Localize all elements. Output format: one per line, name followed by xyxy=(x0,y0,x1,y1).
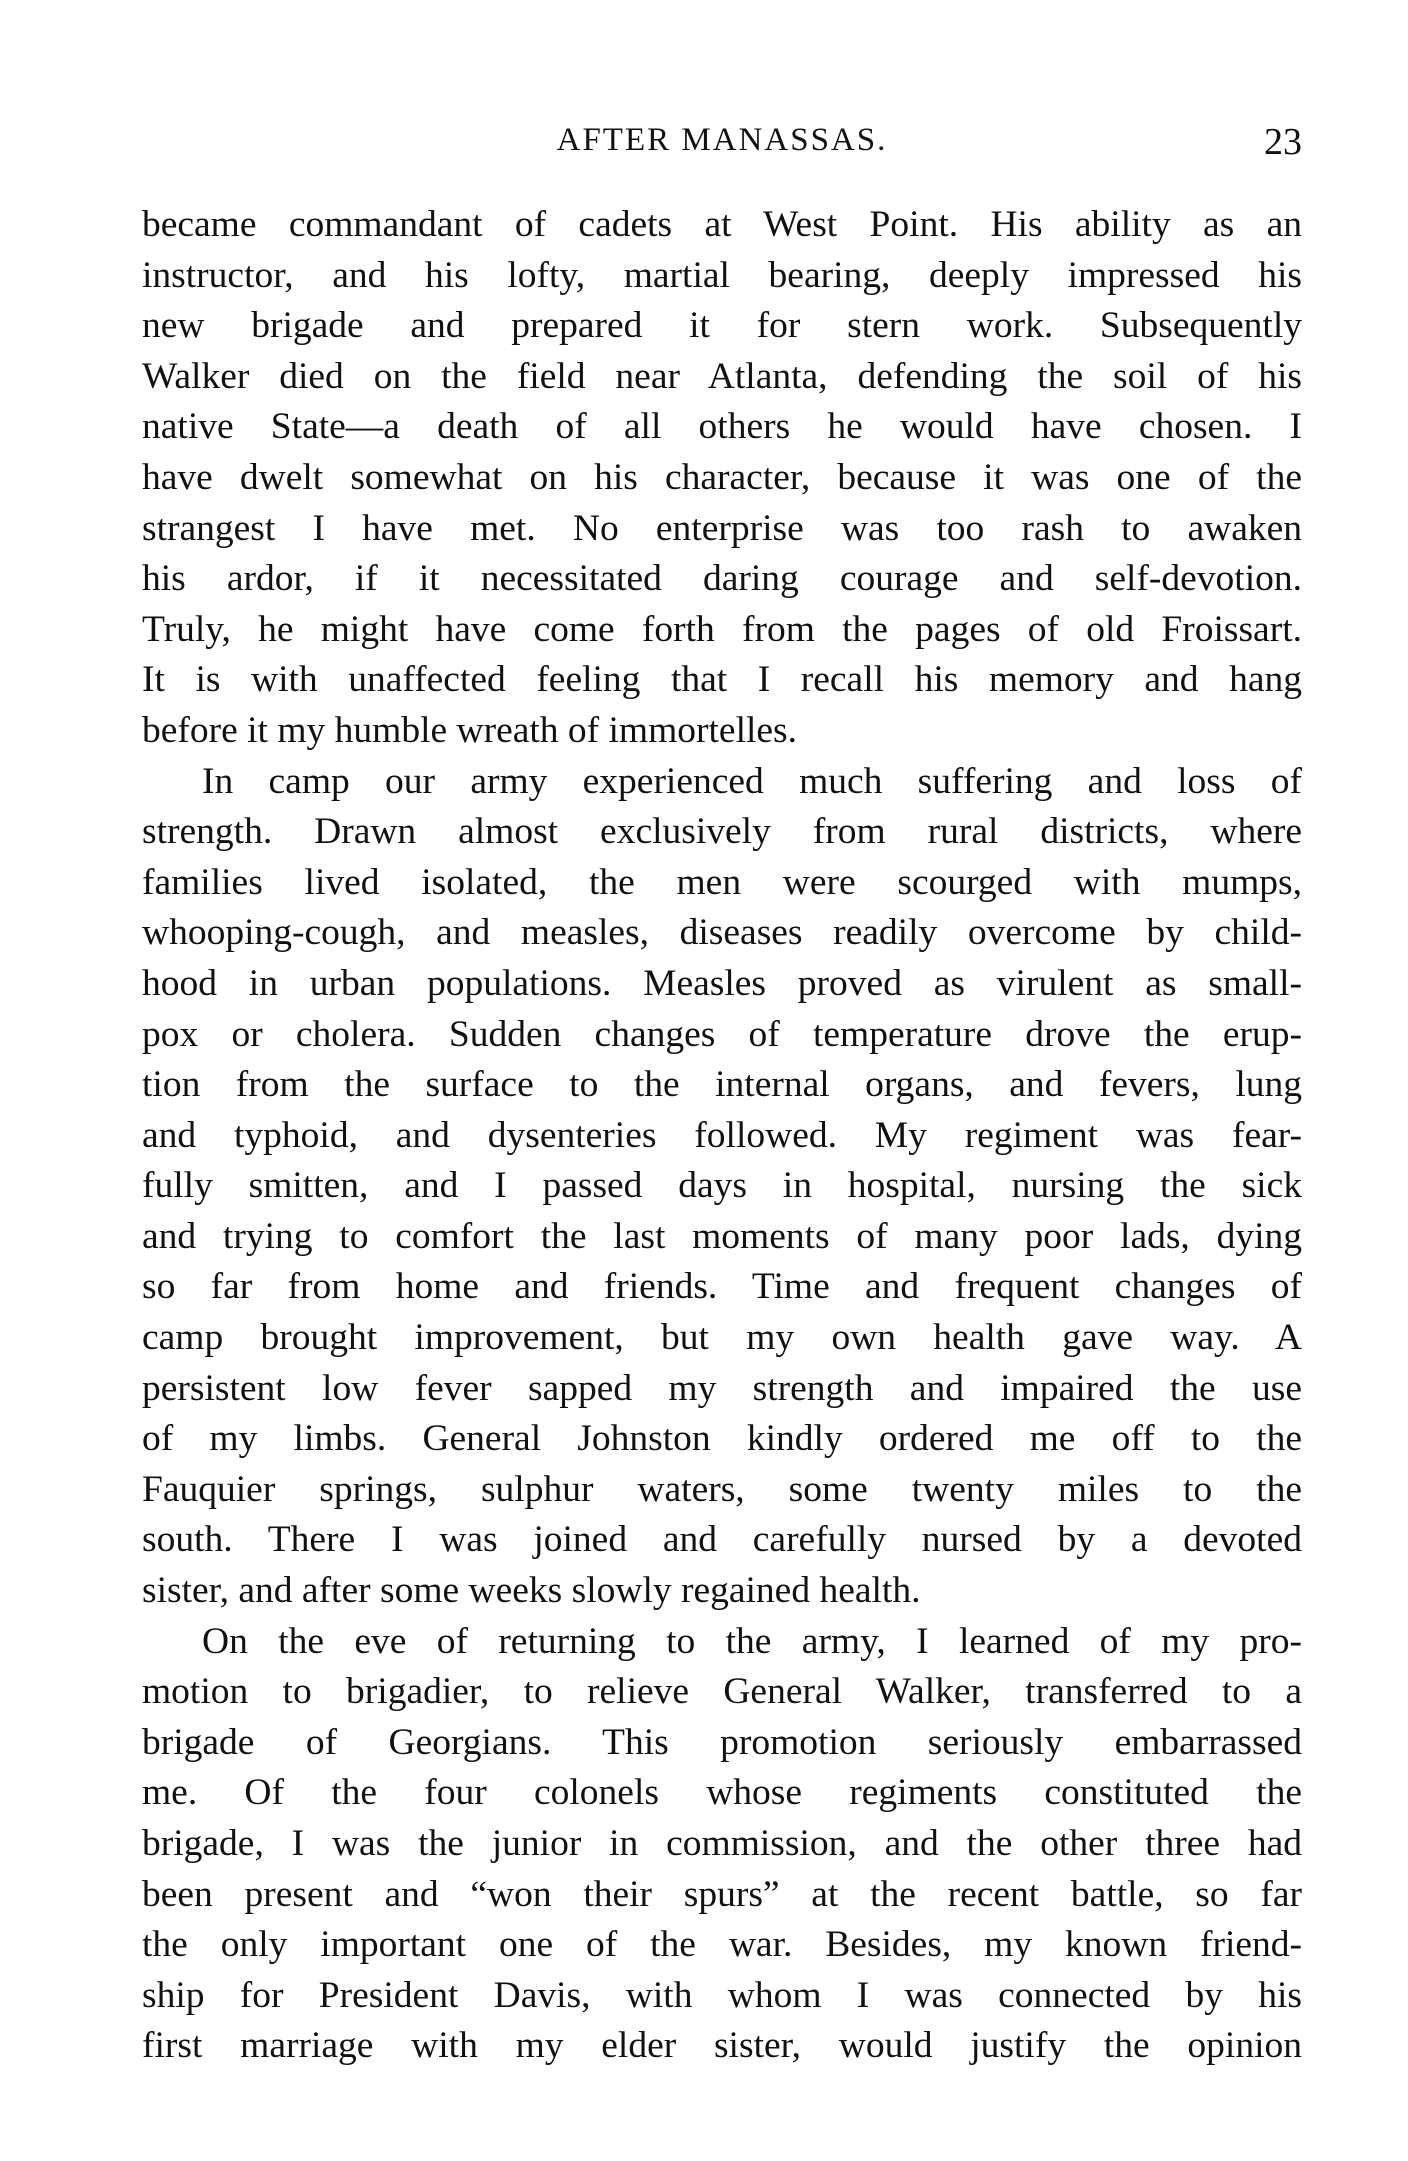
text-line: families lived isolated, the men were scourged with mumps, xyxy=(142,861,1302,903)
paragraph xyxy=(142,1617,1302,2072)
text-line: brigade, I was the junior in commission, and the other three had xyxy=(142,1823,1302,1864)
text-line: of my limbs. General Johnston kindly ordered me off to the xyxy=(142,1418,1302,1460)
text-line: his ardor, if it necessitated daring courage and self-devotion. xyxy=(142,558,1302,600)
text-line: me. Of the four colonels whose regiments constituted the xyxy=(142,1772,1302,1814)
text-line: Walker died on the field near Atlanta, defending the soil of his xyxy=(142,355,1302,397)
text-line: fully smitten, and I passed days in hospital, nursing the sick xyxy=(142,1165,1302,1207)
text-line: new brigade and prepared it for stern work. Subsequently xyxy=(142,305,1302,347)
text-line: tion from the surface to the internal organs, and fevers, lung xyxy=(142,1064,1302,1106)
text-line: and trying to comfort the last moments of many poor lads, dying xyxy=(142,1215,1302,1257)
text-line: south. There I was joined and carefully nursed by a devoted xyxy=(142,1519,1302,1561)
text-line: strength. Drawn almost exclusively from rural districts, where xyxy=(142,811,1302,853)
text-line: ship for President Davis, with whom I was connected by his xyxy=(142,1974,1302,2016)
text-line: motion to brigadier, to relieve General Walker, transferred to a xyxy=(142,1671,1302,1713)
text-line: On the eve of returning to the army, I learned of my pro- xyxy=(202,1620,1302,1662)
text-line: before it my humble wreath of immortelles. xyxy=(142,709,798,751)
text-line: strangest I have met. No enterprise was too rash to awaken xyxy=(142,507,1302,549)
text-line: In camp our army experienced much suffering and loss of xyxy=(202,760,1302,802)
text-line: brigade of Georgians. This promotion seriously embarrassed xyxy=(142,1721,1302,1763)
text-line: hood in urban populations. Measles proved as virulent as small- xyxy=(142,962,1302,1004)
text-line: instructor, and his lofty, martial bearing, deeply impressed his xyxy=(142,254,1302,296)
text-line: the only important one of the war. Besides, my known friend- xyxy=(142,1924,1302,1966)
text-line: have dwelt somewhat on his character, because it was one of the xyxy=(142,456,1302,498)
body-text xyxy=(142,200,1302,2072)
text-line: sister, and after some weeks slowly regained health. xyxy=(142,1570,921,1612)
text-line: Truly, he might have come forth from the pages of old Froissart. xyxy=(142,608,1302,650)
running-title: AFTER MANASSAS. xyxy=(556,122,888,158)
text-line: so far from home and friends. Time and frequent changes of xyxy=(142,1266,1302,1308)
text-line: first marriage with my elder sister, would justify the opinion xyxy=(142,2025,1302,2067)
text-line: pox or cholera. Sudden changes of temperature drove the erup- xyxy=(142,1013,1302,1055)
text-line: became commandant of cadets at West Point. His ability as an xyxy=(142,204,1302,245)
text-line: Fauquier springs, sulphur waters, some twenty miles to the xyxy=(142,1468,1302,1510)
text-line: persistent low fever sapped my strength and impaired the use xyxy=(142,1367,1302,1409)
paragraph xyxy=(142,757,1302,1617)
text-line: native State—a death of all others he would have chosen. I xyxy=(142,406,1302,448)
running-head xyxy=(142,112,1302,172)
text-line: It is with unaffected feeling that I recall his memory and hang xyxy=(142,659,1302,701)
text-line: been present and “won their spurs” at the recent battle, so far xyxy=(142,1873,1302,1915)
book-page xyxy=(142,112,1302,2072)
paragraph xyxy=(142,200,1302,757)
text-line: whooping-cough, and measles, diseases readily overcome by child- xyxy=(142,912,1302,954)
text-line: camp brought improvement, but my own health gave way. A xyxy=(142,1317,1302,1359)
page-number: 23 xyxy=(1264,121,1302,163)
text-line: and typhoid, and dysenteries followed. My regiment was fear- xyxy=(142,1114,1302,1156)
